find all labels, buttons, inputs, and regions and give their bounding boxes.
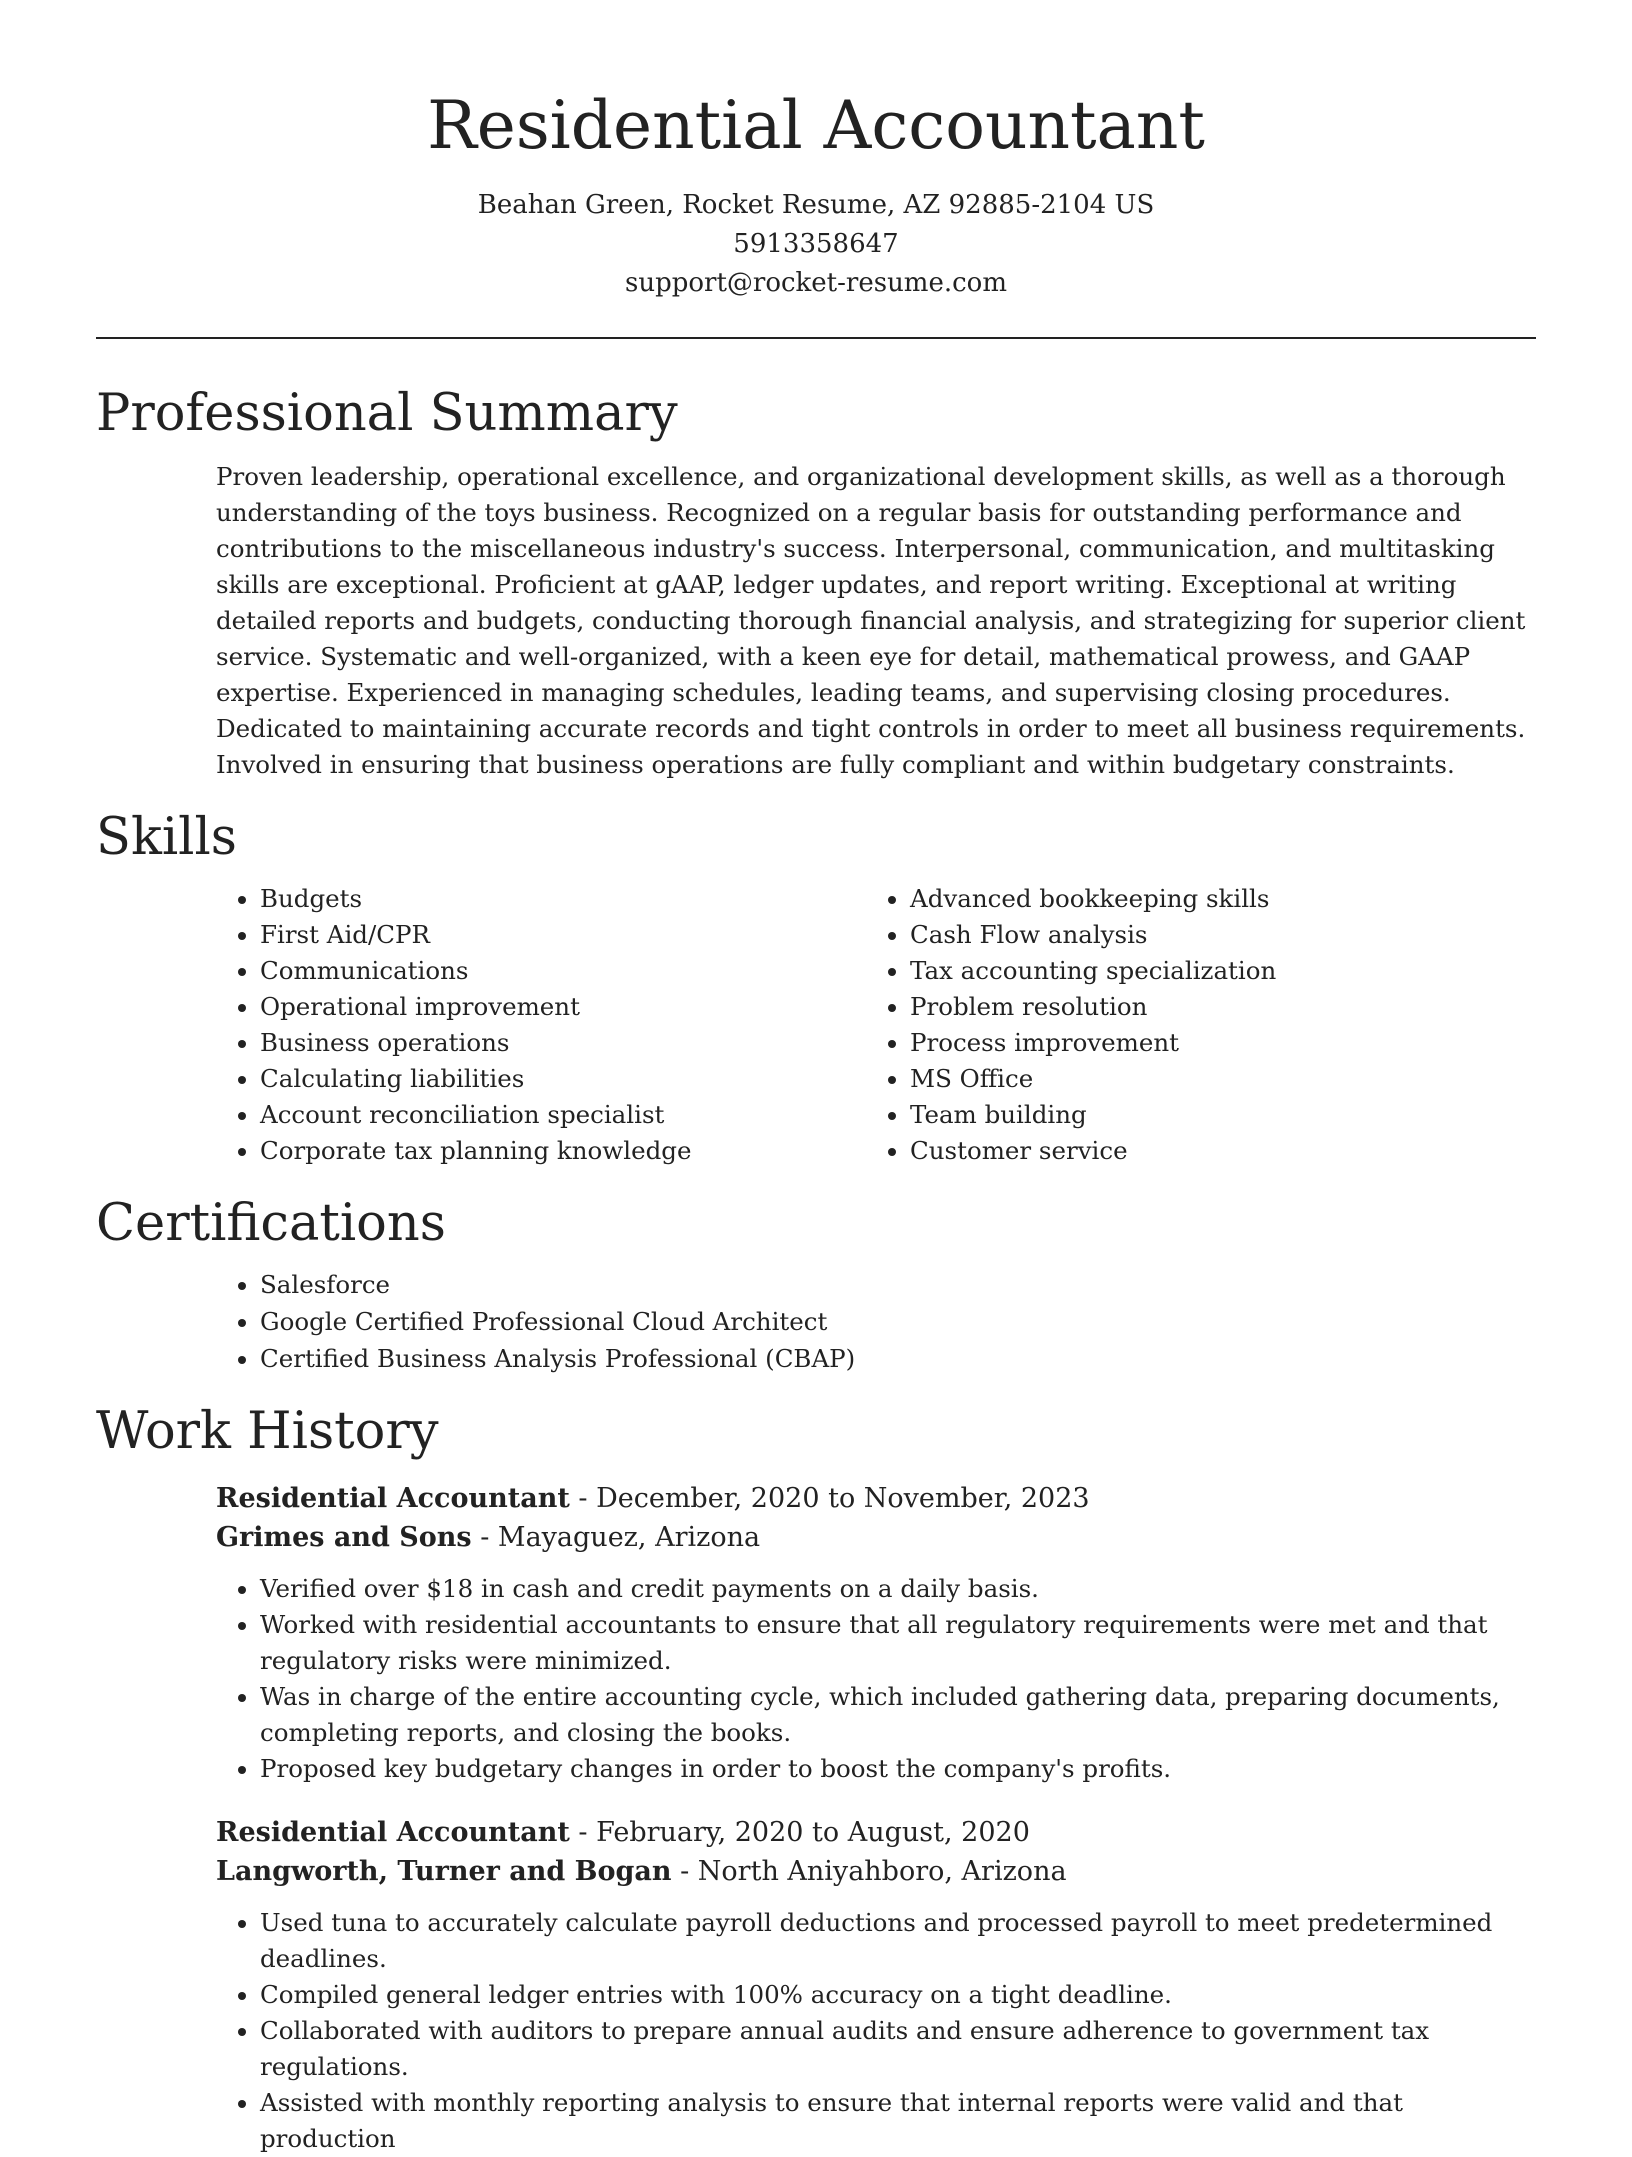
contact-address: Beahan Green, Rocket Resume, AZ 92885-2104 US xyxy=(477,190,1155,220)
job-bullet: • Assisted with monthly reporting analysis to ensure that internal reports were valid and that production xyxy=(260,2085,1534,2157)
job-bullet: • Verified over $18 in cash and credit payments on a daily basis. xyxy=(260,1571,1534,1607)
skill-item: • Problem resolution xyxy=(910,989,1510,1025)
skill-item: • Customer service xyxy=(910,1133,1510,1169)
summary-heading: Professional Summary xyxy=(96,384,678,443)
job-company-line xyxy=(216,1518,1534,1557)
summary-section xyxy=(96,381,1536,783)
job-bullet: • Collaborated with auditors to prepare annual audits and ensure adherence to government tax regulations. xyxy=(260,2013,1534,2085)
skills-grid xyxy=(216,881,1536,1169)
job-bullet: • Used tuna to accurately calculate payroll deductions and processed payroll to meet predetermined deadlines. xyxy=(260,1905,1534,1977)
work-history-section xyxy=(96,1399,1536,2157)
work-history-heading: Work History xyxy=(96,1402,439,1461)
job-location: - Mayaguez, Arizona xyxy=(471,1522,761,1553)
skills-section xyxy=(96,805,1536,1169)
job-title: Residential Accountant xyxy=(216,1483,570,1514)
resume-title: Residential Accountant xyxy=(427,87,1205,164)
skill-item: • Cash Flow analysis xyxy=(910,917,1510,953)
job-bullet: • Compiled general ledger entries with 100% accuracy on a tight deadline. xyxy=(260,1977,1534,2013)
skill-item: • Operational improvement xyxy=(260,989,866,1025)
job-bullet: • Was in charge of the entire accounting cycle, which included gathering data, preparing documents, completing reports, and closing the books. xyxy=(260,1679,1534,1751)
skills-column-left xyxy=(216,881,866,1169)
certification-item: • Certified Business Analysis Professional (CBAP) xyxy=(260,1341,1534,1377)
certifications-section xyxy=(96,1191,1536,1377)
skill-item: • Account reconciliation specialist xyxy=(260,1097,866,1133)
resume-header xyxy=(96,0,1536,303)
contact-email: support@rocket-resume.com xyxy=(624,268,1007,298)
skill-item: • Team building xyxy=(910,1097,1510,1133)
skill-item: • Budgets xyxy=(260,881,866,917)
job-bullet: • Worked with residential accountants to ensure that all regulatory requirements were met and that regulatory risks were minimized. xyxy=(260,1607,1534,1679)
contact-phone: 5913358647 xyxy=(733,229,899,259)
job-bullets xyxy=(216,1571,1534,1787)
job-title-line xyxy=(216,1479,1534,1518)
skill-item: • Process improvement xyxy=(910,1025,1510,1061)
skills-heading: Skills xyxy=(96,808,237,867)
contact-info xyxy=(96,186,1536,303)
skill-item: • Business operations xyxy=(260,1025,866,1061)
skill-item: • Corporate tax planning knowledge xyxy=(260,1133,866,1169)
skill-item: • Advanced bookkeeping skills xyxy=(910,881,1510,917)
skill-item: • First Aid/CPR xyxy=(260,917,866,953)
certification-item: • Salesforce xyxy=(260,1267,1534,1303)
job-dates: - February, 2020 to August, 2020 xyxy=(569,1817,1030,1848)
job-location: - North Aniyahboro, Arizona xyxy=(671,1856,1067,1887)
skill-item: • MS Office xyxy=(910,1061,1510,1097)
skill-item: • Calculating liabilities xyxy=(260,1061,866,1097)
skills-column-right xyxy=(866,881,1510,1169)
job-title-line xyxy=(216,1813,1534,1852)
job-company-line xyxy=(216,1852,1534,1891)
job-bullet: • Proposed key budgetary changes in order to boost the company's profits. xyxy=(260,1751,1534,1787)
job-title: Residential Accountant xyxy=(216,1817,570,1848)
skill-item: • Communications xyxy=(260,953,866,989)
job-entry xyxy=(216,1479,1534,1787)
header-divider xyxy=(96,337,1536,339)
job-company: Grimes and Sons xyxy=(216,1522,472,1553)
certifications-heading: Certifications xyxy=(96,1194,446,1253)
resume-page xyxy=(96,0,1536,2157)
job-entry xyxy=(216,1813,1534,2157)
job-bullets xyxy=(216,1905,1534,2157)
skill-item: • Tax accounting specialization xyxy=(910,953,1510,989)
job-company: Langworth, Turner and Bogan xyxy=(216,1856,672,1887)
summary-text: Proven leadership, operational excellence, and organizational development skills, as well as a thorough understanding of the toys business. Recognized on a regular basis for outstanding performance and contributions to the miscellaneous industry's success. Interpersonal, communication, and multitasking skills are exceptional. Proficient at gAAP, ledger updates, and report writing. Exceptional at writing detailed reports and budgets, conducting thorough financial analysis, and strategizing for superior client service. Systematic and well-organized, with a keen eye for detail, mathematical prowess, and GAAP expertise. Experienced in managing schedules, leading teams, and supervising closing procedures. Dedicated to maintaining accurate records and tight controls in order to meet all business requirements. Involved in ensuring that business operations are fully compliant and within budgetary constraints. xyxy=(216,462,1526,779)
job-dates: - December, 2020 to November, 2023 xyxy=(569,1483,1090,1514)
certifications-list xyxy=(216,1267,1534,1377)
certification-item: • Google Certified Professional Cloud Architect xyxy=(260,1304,1534,1340)
